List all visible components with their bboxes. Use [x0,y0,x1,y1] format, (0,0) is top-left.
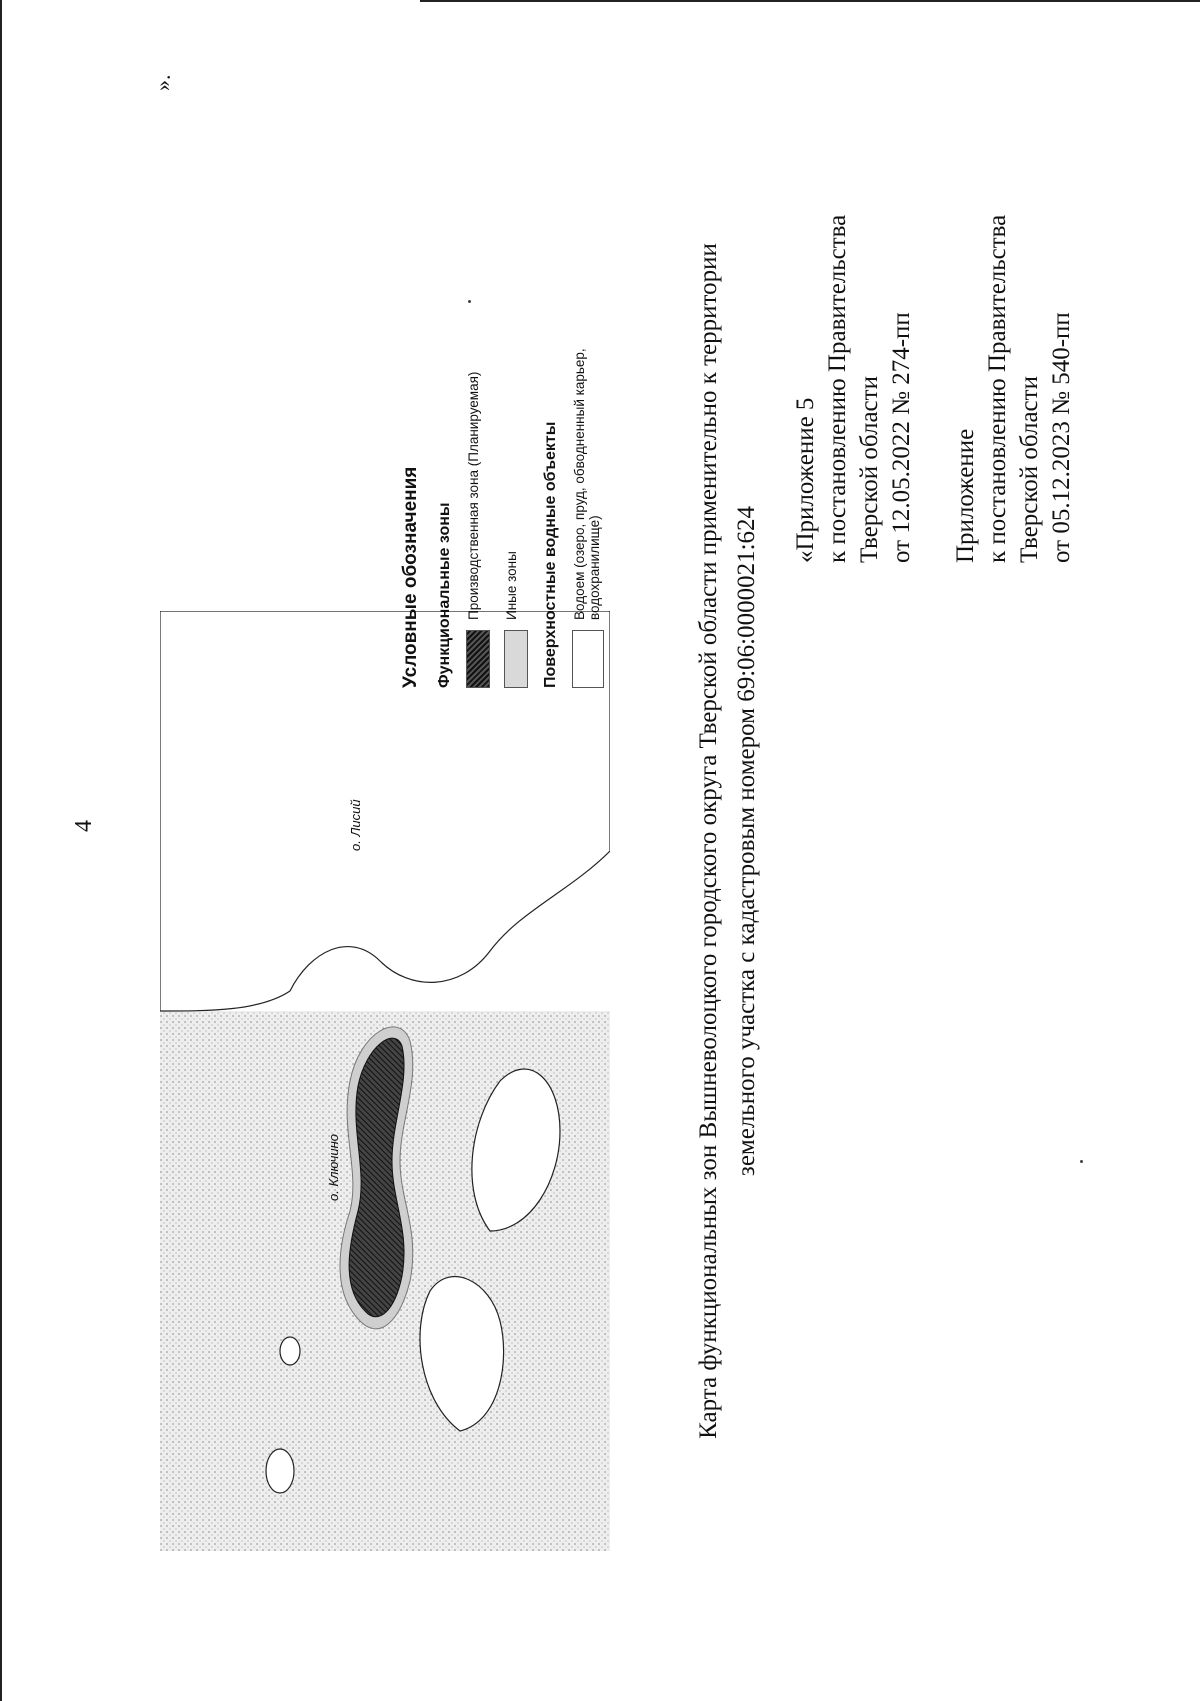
legend-group-water-objects: Поверхностные водные объекты [542,421,559,688]
approval-line: от 05.12.2023 № 540-пп [1048,312,1075,563]
map-legend [400,168,618,688]
approval-line: «Приложение 5 [792,397,819,563]
legend-group-functional-zones: Функциональные зоны [436,502,453,688]
approval-line: к постановлению Правительства [984,214,1011,563]
page-number: 4 [71,820,97,832]
other-zones-swatch [504,630,528,688]
map-title-line-2: земельного участка с кадастровым номером 69:06:0000021:624 [733,505,760,1177]
approval-line: Тверской области [856,376,883,563]
approval-line: от 12.05.2022 № 274-пп [888,312,915,563]
legend-title: Условные обозначения [400,466,421,688]
approval-block-previous [790,215,918,563]
lake-lisiy-label: о. Лисий [348,799,363,851]
legend-item-production-zone [466,168,490,688]
closing-quote: ». [150,74,175,91]
lake-klyuchino-label: о. Ключино [326,1134,341,1201]
legend-item-label: Производственная зона (Планируемая) [466,371,481,620]
water-body-swatch [572,630,604,688]
legend-item-label: Водоем (озеро, пруд, обводненный карьер, водохранилище) [572,348,602,620]
legend-item-water-body [572,168,604,688]
map-title-line-1: Карта функциональных зон Вышневолоцкого городского округа Тверской области применительно к территории [695,243,722,1439]
approval-line: Тверской области [1016,376,1043,563]
legend-item-label: Иные зоны [504,551,519,620]
approval-line: Приложение [952,428,979,563]
pond-shape [280,1337,300,1365]
functional-zones-map [160,611,610,1551]
map-canvas [160,611,610,1551]
pond-shape [266,1449,294,1493]
legend-item-other-zones [504,168,528,688]
production-zone-swatch [466,630,490,688]
map-title [690,141,766,1541]
approval-line: к постановлению Правительства [824,214,851,563]
approval-block-current [950,215,1078,563]
